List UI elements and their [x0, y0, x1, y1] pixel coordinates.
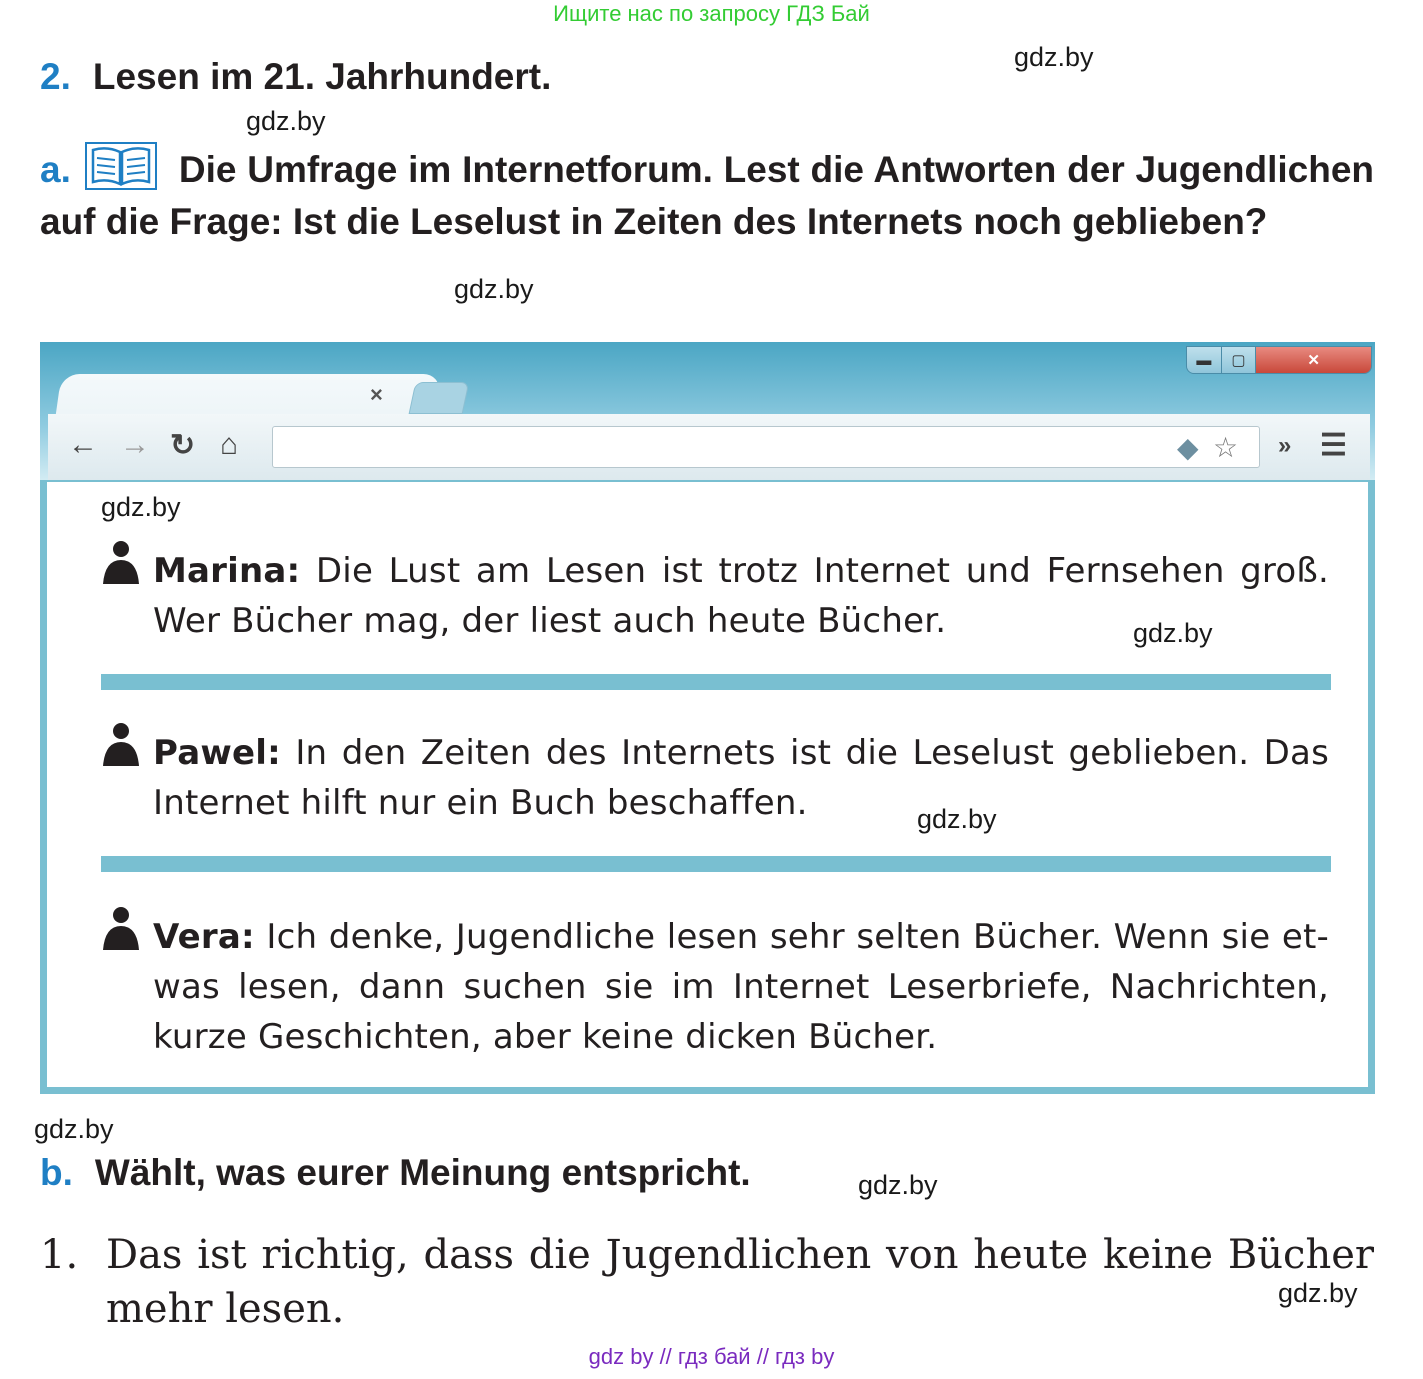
person-icon: [101, 722, 141, 768]
close-window-button[interactable]: ✕: [1256, 347, 1371, 373]
task-a: [40, 142, 1374, 248]
new-tab-button[interactable]: [409, 382, 470, 414]
person-icon: [101, 906, 141, 952]
post-author: Pawel:: [153, 733, 281, 773]
watermark: gdz.by: [1133, 618, 1213, 648]
exercise-title: Lesen im 21. Jahrhundert.: [92, 56, 552, 97]
watermark: gdz.by: [34, 1114, 114, 1144]
watermark: gdz.by: [246, 106, 326, 136]
post-text: Ich denke, Jugendliche lesen sehr selten Bücher. Wenn sie et-was lesen, dann suchen sie im Internet Leserbriefe, Nachrichten, kurze Geschichten, aber keine dicken Bücher.: [153, 917, 1329, 1057]
top-banner[interactable]: Ищите нас по запросу ГДЗ Бай: [553, 1, 870, 26]
window-controls: [1186, 346, 1372, 374]
tab-close-icon[interactable]: ×: [370, 382, 383, 407]
maximize-button[interactable]: ▢: [1222, 347, 1257, 373]
watermark: gdz.by: [917, 804, 997, 834]
task-b-text: Wählt, was eurer Meinung entspricht.: [94, 1152, 751, 1193]
extension-icon[interactable]: ◆: [1177, 432, 1199, 463]
watermark: gdz.by: [858, 1170, 938, 1200]
overflow-chevron-icon[interactable]: »: [1278, 432, 1292, 459]
watermark: gdz.by: [1278, 1278, 1358, 1308]
reload-icon[interactable]: ↻: [170, 429, 196, 462]
task-a-text: Die Umfrage im Internetforum. Lest die Antworten der Jugendlichen auf die Frage: Ist die Leselust in Zeiten des Internets noch geblieben?: [40, 149, 1374, 242]
person-icon: [101, 540, 141, 586]
watermark: gdz.by: [454, 274, 534, 304]
watermark: gdz.by: [1014, 42, 1094, 72]
post-divider: [101, 856, 1331, 872]
forum-post: [153, 728, 1329, 828]
footer-links[interactable]: gdz by // гдз бай // гдз by: [588, 1344, 835, 1369]
task-b-letter: b.: [40, 1152, 73, 1193]
browser-toolbar: [48, 414, 1370, 480]
open-book-icon: [85, 142, 157, 190]
forum-page: [40, 482, 1375, 1094]
exercise-number: 2.: [40, 56, 71, 97]
back-arrow-icon[interactable]: ←: [68, 428, 98, 461]
minimize-button[interactable]: ▬: [1187, 347, 1222, 373]
forum-post: [153, 912, 1329, 1062]
post-text: Die Lust am Lesen ist trotz Internet und Fernsehen groß. Wer Bücher mag, der liest auch heute Bücher.: [153, 551, 1329, 641]
star-bookmark-icon[interactable]: ☆: [1213, 432, 1239, 463]
address-bar[interactable]: [272, 426, 1260, 468]
statement-number: 1.: [40, 1232, 79, 1278]
hamburger-menu-icon[interactable]: ☰: [1320, 429, 1347, 462]
post-text: In den Zeiten des Internets ist die Leselust geblieben. Das Internet hilft nur ein Buch beschaffen.: [153, 733, 1329, 823]
browser-chrome: [40, 342, 1375, 482]
post-author: Marina:: [153, 551, 301, 591]
post-divider: [101, 674, 1331, 690]
forward-arrow-icon[interactable]: →: [120, 428, 150, 461]
post-author: Vera:: [153, 917, 255, 957]
exercise-heading: [40, 56, 551, 98]
task-a-letter: a.: [40, 149, 71, 190]
browser-window: [40, 342, 1375, 1097]
watermark: gdz.by: [101, 492, 181, 522]
task-b: [40, 1152, 751, 1194]
home-icon[interactable]: ⌂: [220, 428, 239, 461]
statement-text: Das ist richtig, dass die Jugendlichen von heute keine Bücher mehr lesen.: [106, 1232, 1374, 1332]
